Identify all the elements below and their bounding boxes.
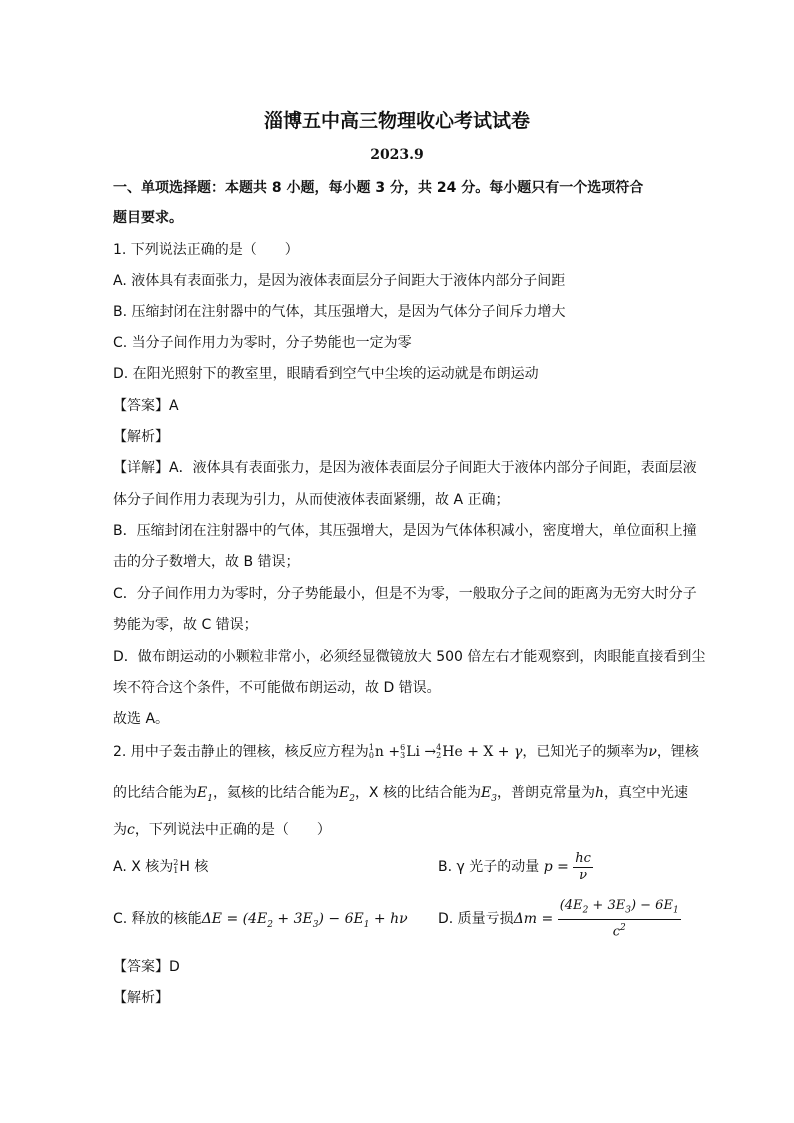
- q2-text-segment: ，真空中光速: [603, 785, 688, 801]
- q2-text-segment: ，普朗克常量为: [496, 785, 595, 801]
- q2-text-segment: ，下列说法中正确的是（ ）: [134, 822, 331, 838]
- frequency-symbol: ν: [648, 744, 657, 760]
- q2-stem-end: ，锂核: [656, 744, 699, 760]
- fraction-mass-defect: $\frac{(4E_2 + 3E_3) - 6E_1}{c^2}$: [559, 898, 679, 939]
- q2-stem-prefix: 2. 用中子轰击静止的锂核，核反应方程为: [113, 744, 369, 760]
- q1-detail-line4: 击的分子数增大，故 B 错误；: [113, 554, 300, 570]
- q1-detail-line5: C．分子间作用力为零时，分子势能最小，但是不为零，一般取分子之间的距离为无穷大时分子: [113, 586, 697, 602]
- q1-detail-line1: 【详解】A．液体具有表面张力，是因为液体表面层分子间距大于液体内部分子间距，表面层液: [113, 460, 697, 476]
- momentum-formula: p =: [539, 859, 574, 875]
- q2-option-d: [438, 898, 681, 940]
- nuclear-equation: 1 0 n + 6 3 Li → 4 2 He + X + γ: [368, 743, 523, 760]
- q2-text-segment: ，X 核的比结合能为: [354, 785, 481, 801]
- q2-stem-line1: [113, 742, 699, 762]
- symbol-e2: $E_2$: [338, 785, 355, 804]
- q2-stem-middle: ，已知光子的频率为: [522, 744, 649, 760]
- q2-option-a-label: A. X 核为: [113, 859, 174, 875]
- q2-text-segment: 的比结合能为: [113, 785, 197, 801]
- section-heading-line2: 题目要求。: [113, 210, 183, 226]
- q2-option-d-label: D. 质量亏损: [438, 910, 514, 927]
- q1-detail-line8: 埃不符合这个条件，不可能做布朗运动，故 D 错误。: [113, 680, 441, 696]
- symbol-e3: $E_3$: [480, 785, 497, 804]
- q1-detail-line2: 体分子间作用力表现为引力，从而使液体表面紧绷，故 A 正确；: [113, 492, 510, 508]
- q1-detail-line7: D．做布朗运动的小颗粒非常小，必须经显微镜放大 500 倍左右才能观察到，肉眼能直接看到尘: [113, 649, 706, 665]
- q2-stem-line3: [113, 820, 331, 840]
- q2-option-b-label: B. γ 光子的动量: [438, 859, 540, 875]
- q1-option-a: A. 液体具有表面张力，是因为液体表面层分子间距大于液体内部分子间距: [113, 273, 566, 289]
- q1-conclusion: 故选 A。: [113, 711, 170, 727]
- energy-formula: $\Delta E = (4E_2 + 3E_3) - 6E_1 + h\nu$: [201, 911, 408, 930]
- mass-defect-formula: Δm =: [513, 910, 558, 927]
- symbol-e1: $E_1$: [197, 785, 213, 804]
- q1-stem: 1. 下列说法正确的是（ ）: [113, 242, 299, 258]
- q2-option-c: [113, 909, 408, 935]
- q1-detail-line3: B．压缩封闭在注射器中的气体，其压强增大，是因为气体体积减小，密度增大，单位面积上撞: [113, 523, 697, 539]
- q2-answer: 【答案】D: [113, 959, 180, 975]
- q2-text-segment: ，氦核的比结合能为: [212, 785, 339, 801]
- q2-option-b: [438, 850, 593, 884]
- exam-date: 2023.9: [370, 147, 424, 163]
- q1-analysis-label: 【解析】: [113, 429, 169, 445]
- q1-detail-line6: 势能为零，故 C 错误；: [113, 617, 258, 633]
- q2-option-a-end: H 核: [179, 859, 209, 875]
- q1-answer: 【答案】A: [113, 398, 179, 414]
- section-heading-line1: 一、单项选择题：本题共 8 小题，每小题 3 分，共 24 分。每小题只有一个选项符合: [113, 180, 644, 196]
- q1-option-c: C. 当分子间作用力为零时，分子势能也一定为零: [113, 335, 412, 351]
- symbol-h: h: [594, 785, 604, 801]
- q2-option-a: A. X 核为 2 1 H 核: [113, 858, 209, 875]
- symbol-c: c: [127, 822, 135, 838]
- q2-text-segment: 为: [113, 822, 127, 838]
- q1-option-d: D. 在阳光照射下的教室里，眼睛看到空气中尘埃的运动就是布朗运动: [113, 366, 539, 382]
- q2-option-c-label: C. 释放的核能: [113, 911, 202, 927]
- exam-title: 淄博五中高三物理收心考试试卷: [263, 110, 530, 132]
- fraction-hc-over-nu: $\frac{hc}{\nu}$: [575, 850, 591, 883]
- q2-stem-line2: [113, 783, 688, 809]
- q2-analysis-label: 【解析】: [113, 990, 169, 1006]
- q1-option-b: B. 压缩封闭在注射器中的气体，其压强增大，是因为气体分子间斥力增大: [113, 304, 566, 320]
